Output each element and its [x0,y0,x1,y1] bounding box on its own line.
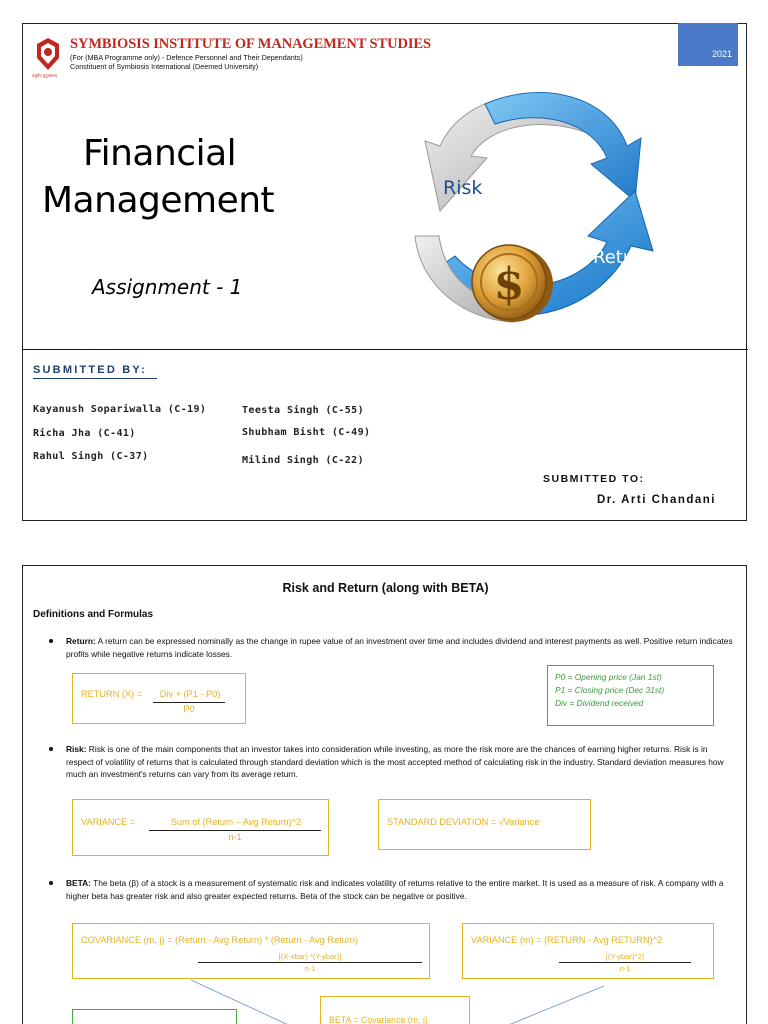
return-legend-box [547,665,714,726]
institute-subtitle-1: (For (MBA Programme only) - Defence Personnel and Their Dependants) [70,53,303,62]
bullet-icon [49,639,53,643]
assignment-label: Assignment - 1 [92,275,243,299]
submitted-to-name: Dr. Arti Chandani [597,494,716,506]
covariance-formula-numerator: [(X-xbar) *(Y-ybar)] [278,952,342,961]
variance-formula-lhs: VARIANCE = [81,817,136,827]
bottom-legend-box [72,1009,237,1024]
covariance-formula-top: COVARIANCE (m, j) = (Return - Avg Return) * (Return - Avg Return) [81,935,358,945]
title-line-2: Management [42,180,275,221]
definitions-page [22,565,747,1024]
section-divider [23,349,748,350]
cover-page [22,23,747,521]
bullet-icon [49,747,53,751]
fraction-bar [149,830,321,831]
fraction-bar [153,702,225,703]
sd-formula-box [378,799,591,850]
variance-m-formula-box [462,923,714,979]
legend-item: Div = Dividend received [555,698,644,708]
institute-name: SYMBIOSIS INSTITUTE OF MANAGEMENT STUDIES [70,36,431,52]
risk-definition [66,743,734,781]
beta-text: The beta (β) of a stock is a measurement of systematic risk and indicates volatility of returns relative to the entire market. It is used as a measure of risk. A company with a higher beta has greater risk and also greater expected returns. Beta of the stock can be negative or positive. [66,878,724,901]
year-text: 2021 [711,49,732,59]
institute-subtitle-2: Constituent of Symbiosis International (Deemed University) [70,62,259,71]
submitted-by-heading: SUBMITTED BY: [33,364,147,376]
risk-return-cycle-graphic [395,86,655,331]
variance-formula-denominator: n-1 [228,832,242,842]
variance-m-formula-top: VARIANCE (m) = (RETURN - Avg RETURN)^2 [471,935,663,945]
year-badge [678,23,738,66]
variance-m-formula-denominator: n-1 [619,964,631,973]
return-formula-lhs: RETURN (X) = [81,689,142,699]
variance-m-formula-numerator: [(Y-ybar)^2] [605,952,645,961]
logo-caption: वसुधैव कुटुम्बकम् [32,73,57,78]
return-term: Return: [66,636,96,646]
submitted-to-heading: SUBMITTED TO: [543,473,645,485]
page-title: Risk and Return (along with BETA) [282,581,489,595]
member-name: Milind Singh (C-22) [242,455,364,466]
fraction-bar [198,962,422,963]
legend-item: P0 = Opening price (Jan 1st) [555,672,662,682]
return-definition [66,635,734,660]
variance-formula-numerator: Sum of (Return – Avg Return)^2 [170,817,302,827]
title-line-1: Financial [83,133,237,174]
beta-formula-box [320,996,470,1024]
top-blue-arrow-icon [485,93,641,201]
return-formula-numerator: Div + (P1 - P0) [159,689,221,699]
fraction-bar [559,962,691,963]
beta-formula-text: BETA = Covariance (m, j) [329,1015,428,1024]
legend-item: P1 = Closing price (Dec 31st) [555,685,665,695]
return-text: A return can be expressed nominally as the change in rupee value of an investment over time and includes dividend and interest payments as well. Positive return indicates profits while negative returns indicate losses. [66,636,733,659]
member-name: Richa Jha (C-41) [33,428,136,439]
member-name: Shubham Bisht (C-49) [242,427,371,438]
risk-text: Risk is one of the main components that an investor takes into consideration while investing, as more the risk more are the chances of earning higher returns. Risk is in respect of volatility of returns that is calculated through standard deviation which is the most accepted method of calculating risk in the industry. Standard deviation measures how much an investment's returns can vary from its average return. [66,744,724,780]
return-label: Return [593,247,653,268]
member-name: Teesta Singh (C-55) [242,405,364,416]
return-formula-box [72,673,246,724]
submitted-by-underline [33,378,157,379]
beta-definition [66,877,734,902]
covariance-formula-box [72,923,430,979]
sd-formula-text: STANDARD DEVIATION = √Variance [387,817,540,827]
institute-logo-icon [35,36,61,72]
return-formula-denominator: P0 [183,704,195,714]
beta-term: BETA: [66,878,91,888]
member-name: Kayanush Sopariwalla (C-19) [33,404,207,415]
coin-dollar-symbol: $ [493,259,525,310]
section-heading: Definitions and Formulas [33,609,154,620]
covariance-formula-denominator: n-1 [304,964,316,973]
bullet-icon [49,881,53,885]
member-name: Rahul Singh (C-37) [33,451,149,462]
risk-label: Risk [443,177,483,199]
risk-term: Risk: [66,744,87,754]
variance-formula-box [72,799,329,856]
